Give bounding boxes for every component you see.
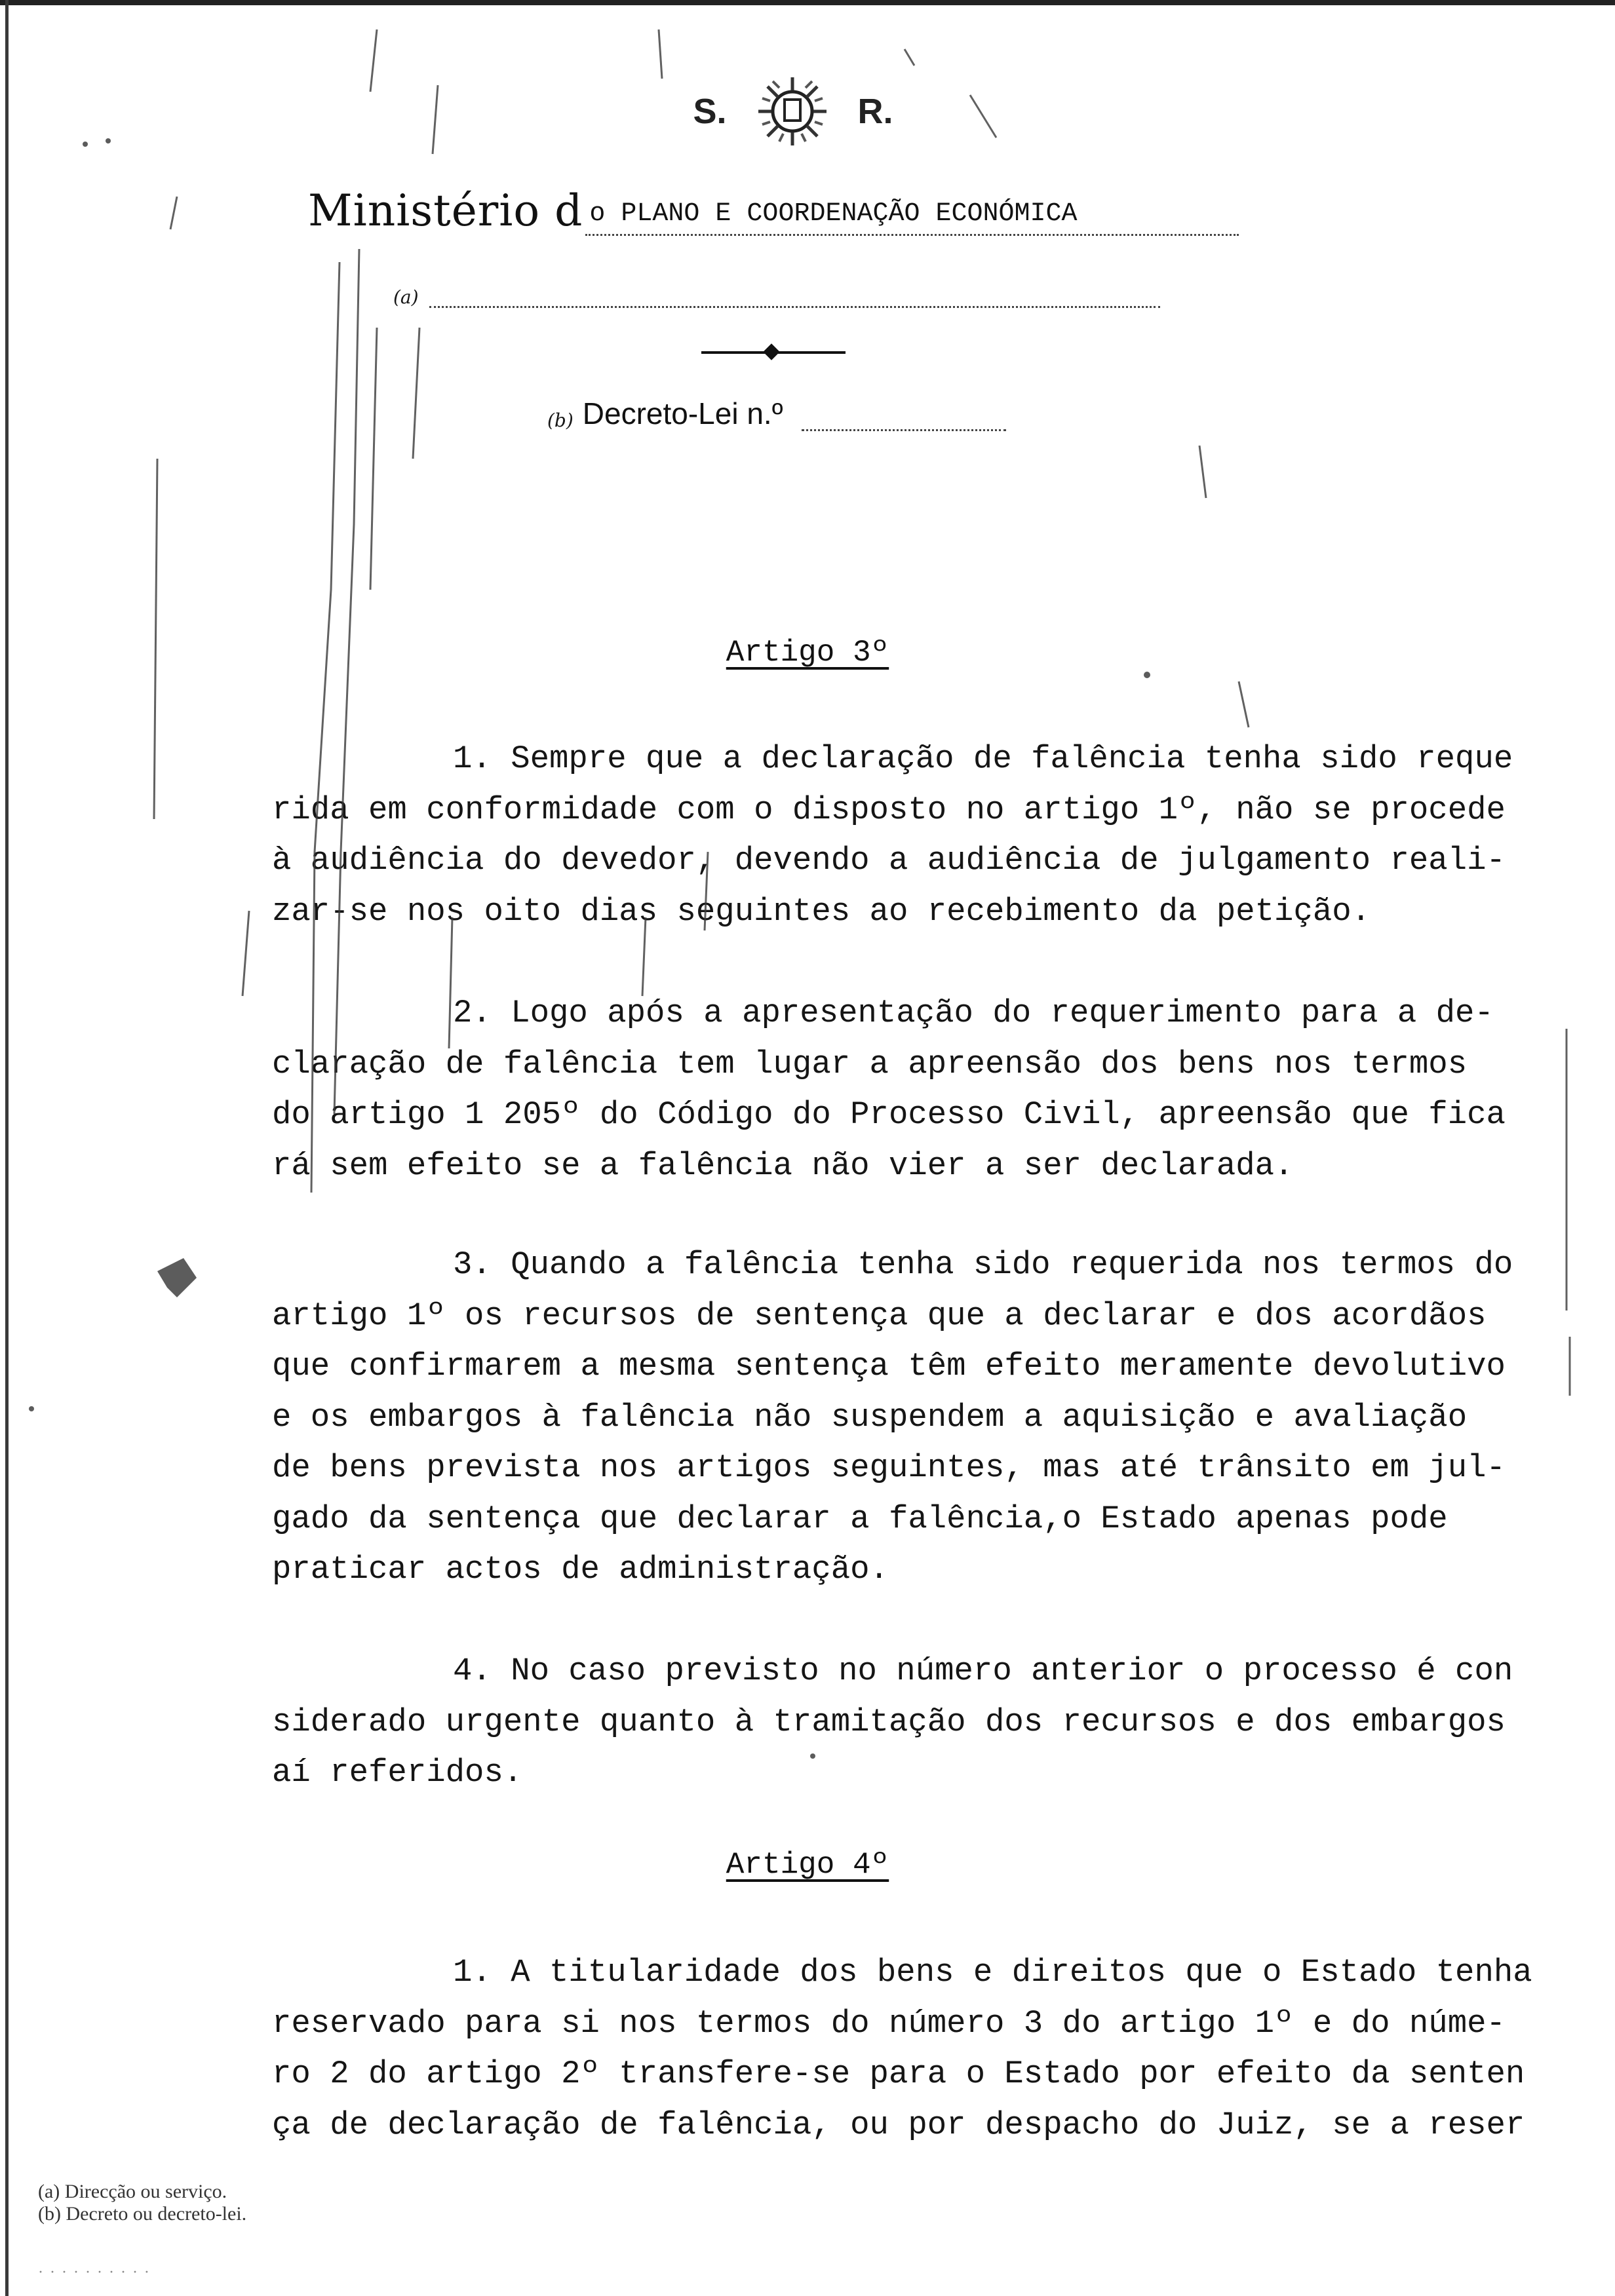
footnote-b: (b) Decreto ou decreto-lei. <box>38 2203 247 2225</box>
service-field <box>393 269 1160 308</box>
crest-right-letter: R. <box>857 92 893 131</box>
paragraph <box>272 734 1558 937</box>
text-line: do artigo 1 205º do Código do Processo Civil, apreensão que fica <box>272 1096 1506 1133</box>
footnotes <box>38 2181 431 2225</box>
text-line: reservado para si nos termos do número 3 do artigo 1º e do núme- <box>272 2004 1506 2042</box>
ministry-name: o PLANO E COORDENAÇÃO ECONÓMICA <box>585 199 1239 236</box>
diamond-icon <box>763 343 779 360</box>
decree-dotted-line <box>802 403 1007 431</box>
ministry-prefix: Ministério d <box>308 185 583 236</box>
decree-label: Decreto-Lei n.º <box>582 396 783 430</box>
text-line: claração de falência tem lugar a apreensão dos bens nos termos <box>272 1045 1468 1082</box>
text-line: 3. Quando a falência tenha sido requerida nos termos do <box>453 1246 1513 1283</box>
text-line: gado da sentença que declarar a falência,o Estado apenas pode <box>272 1500 1448 1537</box>
text-line: à audiência do devedor, devendo a audiência de julgamento reali- <box>272 842 1506 879</box>
text-line: rá sem efeito se a falência não vier a ser declarada. <box>272 1147 1294 1184</box>
crest-left-letter: S. <box>693 92 727 131</box>
text-line: praticar actos de administração. <box>272 1551 889 1588</box>
decree-marker: (b) <box>547 410 574 431</box>
paragraph <box>272 1240 1558 1596</box>
service-marker: (a) <box>393 286 419 308</box>
decree-field <box>547 385 1006 431</box>
paragraph <box>272 1947 1558 2151</box>
section-heading-artigo-4: Artigo 4º <box>726 1848 889 1882</box>
text-line: e os embargos à falência não suspendem a aquisição e avaliação <box>272 1398 1468 1436</box>
text-line: 2. Logo após a apresentação do requerimento para a de- <box>453 995 1494 1031</box>
ministry-heading <box>308 177 1239 236</box>
scan-top-edge <box>0 0 1615 5</box>
printer-imprint-smudge: · · · · · · · · · · <box>38 2264 151 2281</box>
text-line: zar-se nos oito dias seguintes ao recebimento da petição. <box>272 892 1371 930</box>
text-line: 1. Sempre que a declaração de falência tenha sido reque <box>453 740 1513 777</box>
ornamental-divider <box>701 346 846 359</box>
text-line: ro 2 do artigo 2º transfere-se para o Estado por efeito da senten <box>272 2056 1525 2092</box>
paragraph <box>272 988 1558 1191</box>
text-line: aí referidos. <box>272 1754 523 1791</box>
footnote-a: (a) Direcção ou serviço. <box>38 2181 227 2202</box>
text-line: artigo 1º os recursos de sentença que a declarar e dos acordãos <box>272 1297 1487 1334</box>
text-line: 1. A titularidade dos bens e direitos que o Estado tenha <box>453 1954 1532 1991</box>
text-line: de bens prevista nos artigos seguintes, mas até trânsito em jul- <box>272 1449 1506 1486</box>
paragraph <box>272 1646 1558 1799</box>
text-line: ça de declaração de falência, ou por despacho do Juiz, se a reser <box>272 2106 1525 2143</box>
coat-of-arms-icon <box>753 72 832 151</box>
service-dotted-line <box>429 280 1160 308</box>
text-line: rida em conformidade com o disposto no artigo 1º, não se procede <box>272 791 1506 828</box>
scan-left-edge <box>5 0 9 2296</box>
section-heading-artigo-3: Artigo 3º <box>726 636 889 670</box>
text-line: 4. No caso previsto no número anterior o processo é con <box>453 1653 1513 1689</box>
letterhead-crest <box>655 66 931 157</box>
text-line: siderado urgente quanto à tramitação dos recursos e dos embargos <box>272 1703 1506 1740</box>
text-line: que confirmarem a mesma sentença têm efeito meramente devolutivo <box>272 1348 1506 1385</box>
